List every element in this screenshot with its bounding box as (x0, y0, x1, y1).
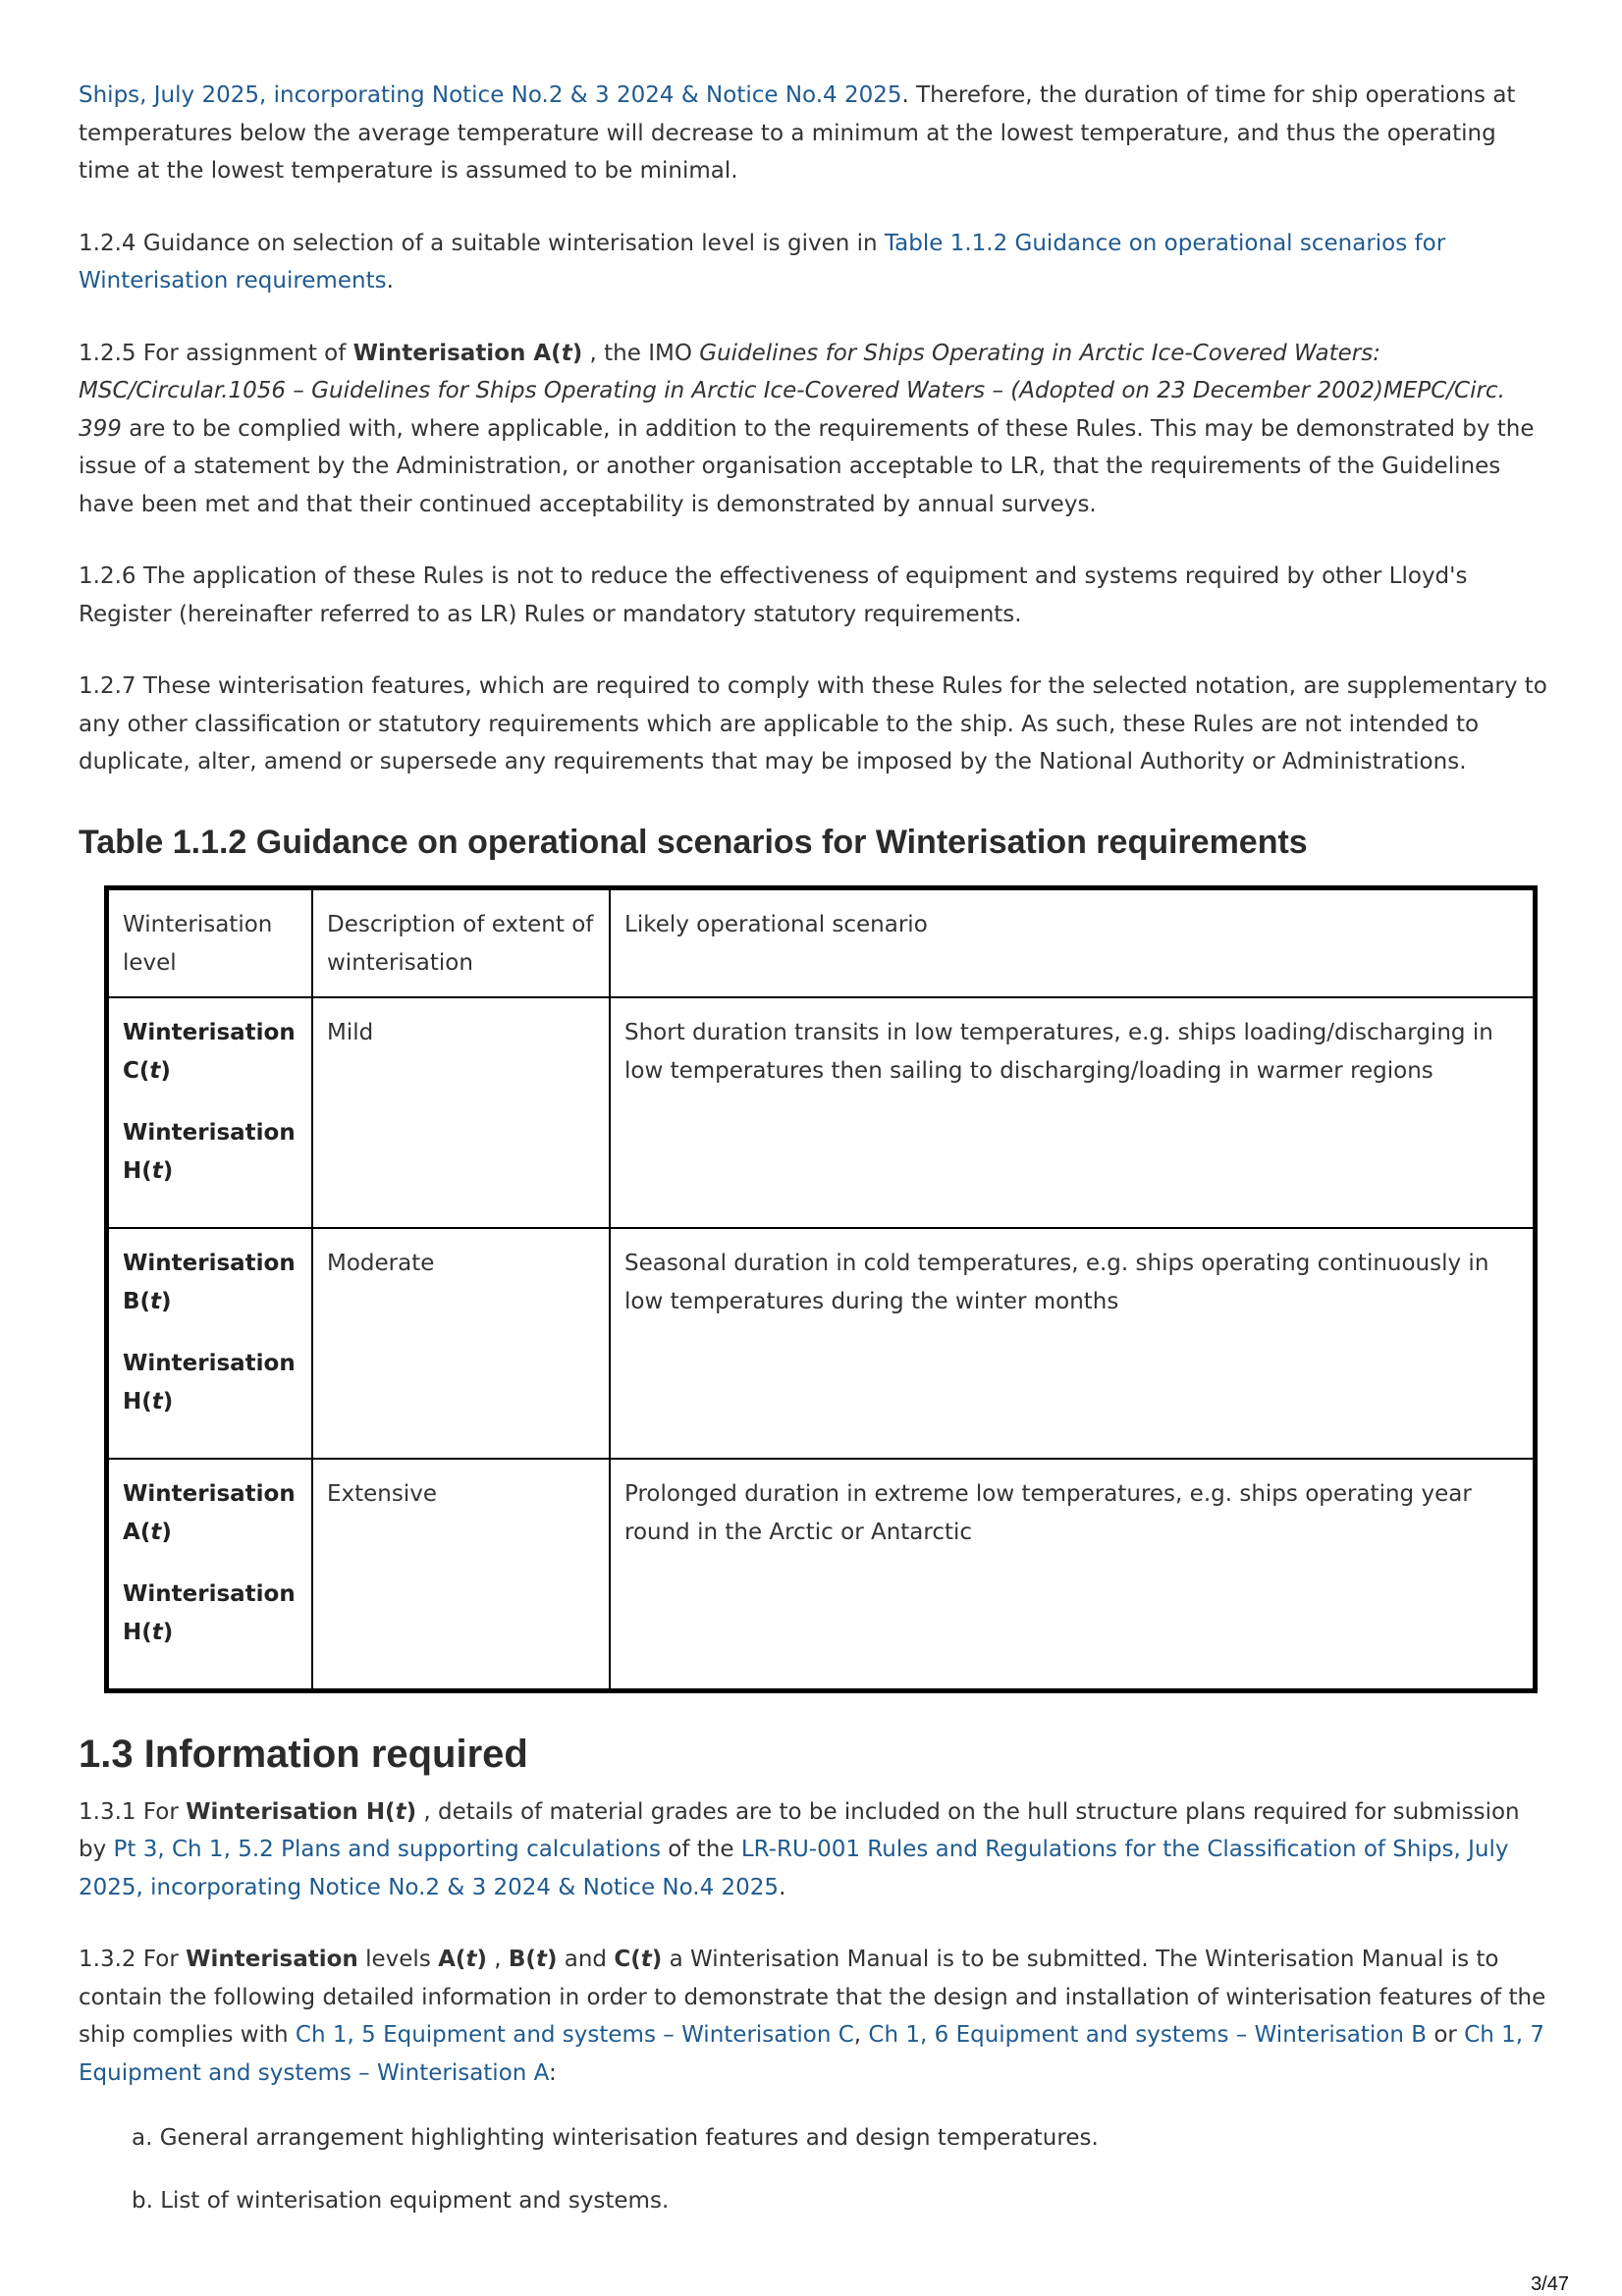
list-item: a. General arrangement highlighting winterisation features and design temperatures. (132, 2125, 1099, 2151)
level-label: Winterisation H(t) (123, 1580, 296, 1645)
paragraph-1-2-4: 1.2.4 Guidance on selection of a suitable winterisation level is given in Table 1.1.2 Guidance on operational scenarios for Winterisation requirements. (79, 230, 1446, 294)
paragraph-1-3-2: 1.3.2 For Winterisation levels A(t) , B(t) and C(t) a Winterisation Manual is to be submitted. The Winterisation Manual is to contain the following detailed information in order to demonstrate that the design and installation of winterisation features of the ship complies with Ch 1, 5 Equipment and systems – Winterisation C, Ch 1, 6 Equipment and systems – Winterisation B or Ch 1, 7 Equipment and systems – Winterisation A: (79, 1947, 1546, 2086)
winterisation-a-link[interactable]: Ch 1, 7 Equipment and systems – Winterisation A (79, 2022, 1545, 2086)
paragraph-1-3-1: 1.3.1 For Winterisation H(t) , details of material grades are to be included on the hull structure plans required for submission by Pt 3, Ch 1, 5.2 Plans and supporting calculations of the LR-RU-001 Rules and Regulations for the Classification of Ships, July 2025, incorporating Notice No.2 & 3 2024 & Notice No.4 2025. (79, 1798, 1520, 1900)
header-level: Winterisation level (107, 887, 313, 997)
section-heading: 1.3 Information required (79, 1732, 528, 1776)
winterisation-a-notation: Winterisation A(t) (352, 340, 583, 366)
table-title: Table 1.1.2 Guidance on operational scenarios for Winterisation requirements (79, 823, 1308, 861)
header-extent: Description of extent of winterisation (312, 887, 610, 997)
scenario-cell: Short duration transits in low temperatures, e.g. ships loading/discharging in low temperatures then sailing to discharging/loading in warmer regions (610, 997, 1536, 1228)
extent-cell: Extensive (312, 1459, 610, 1691)
level-label: Winterisation H(t) (123, 1119, 296, 1184)
winterisation-h-notation: Winterisation H(t) (186, 1798, 417, 1825)
table-header-row (107, 887, 1536, 997)
table-row (107, 997, 1536, 1228)
header-scenario: Likely operational scenario (610, 887, 1536, 997)
paragraph-1-2-6: 1.2.6 The application of these Rules is not to reduce the effectiveness of equipment and systems required by other Lloyd's Register (hereinafter referred to as LR) Rules or mandatory statutory requirements. (79, 563, 1468, 627)
scenario-cell: Seasonal duration in cold temperatures, e.g. ships operating continuously in low temperatures during the winter months (610, 1228, 1536, 1459)
imo-guidelines-title: Guidelines for Ships Operating in Arctic Ice-Covered Waters: MSC/Circular.1056 – Guidelines for Ships Operating in Arctic Ice-Covered Waters – (Adopted on 23 December 2002)MEPC/Circ. 399 (79, 340, 1505, 442)
intro-paragraph: Ships, July 2025, incorporating Notice No.2 & 3 2024 & Notice No.4 2025. Therefore, the duration of time for ship operations at temperatures below the average temperature will decrease to a minimum at the lowest temperature, and thus the operating time at the lowest temperature is assumed to be minimal. (79, 82, 1516, 184)
level-label: Winterisation C(t) (123, 1019, 296, 1084)
winterisation-guidance-table (104, 885, 1538, 1693)
rules-link[interactable]: Ships, July 2025, incorporating Notice No.2 & 3 2024 & Notice No.4 2025 (79, 82, 902, 108)
level-cell (107, 1228, 313, 1459)
list-item: b. List of winterisation equipment and systems. (132, 2188, 670, 2214)
table-row (107, 1228, 1536, 1459)
paragraph-1-2-5: 1.2.5 For assignment of Winterisation A(t) , the IMO Guidelines for Ships Operating in Arctic Ice-Covered Waters: MSC/Circular.1056 – Guidelines for Ships Operating in Arctic Ice-Covered Waters – (Adopted on 23 December 2002)MEPC/Circ. 399 are to be complied with, where applicable, in addition to the requirements of these Rules. This may be demonstrated by the issue of a statement by the Administration, or another organisation acceptable to LR, that the requirements of the Guidelines have been met and that their continued acceptability is demonstrated by annual surveys. (79, 340, 1535, 517)
winterisation-c-link[interactable]: Ch 1, 5 Equipment and systems – Winterisation C (295, 2022, 854, 2048)
winterisation-b-link[interactable]: Ch 1, 6 Equipment and systems – Winterisation B (868, 2022, 1428, 2048)
scenario-cell: Prolonged duration in extreme low temperatures, e.g. ships operating year round in the Arctic or Antarctic (610, 1459, 1536, 1691)
level-label: Winterisation H(t) (123, 1350, 296, 1415)
page-number: 3/47 (1531, 2273, 1569, 2295)
level-label: Winterisation A(t) (123, 1480, 296, 1545)
paragraph-1-2-7: 1.2.7 These winterisation features, which are required to comply with these Rules for the selected notation, are supplementary to any other classification or statutory requirements which are applicable to the ship. As such, these Rules are not intended to duplicate, alter, amend or supersede any requirements that may be imposed by the National Authority or Administrations. (79, 673, 1547, 774)
table-1-1-2-link[interactable]: Table 1.1.2 Guidance on operational scenarios for Winterisation requirements (79, 230, 1446, 294)
manual-contents-list (79, 2119, 1551, 2219)
extent-cell: Moderate (312, 1228, 610, 1459)
level-cell (107, 1459, 313, 1691)
plans-calculations-link[interactable]: Pt 3, Ch 1, 5.2 Plans and supporting calculations (113, 1837, 661, 1862)
document-page (79, 77, 1551, 2245)
level-cell (107, 997, 313, 1228)
extent-cell: Mild (312, 997, 610, 1228)
table-row (107, 1459, 1536, 1691)
level-label: Winterisation B(t) (123, 1250, 296, 1314)
classification-rules-link[interactable]: LR-RU-001 Rules and Regulations for the Classification of Ships, July 2025, incorporating Notice No.2 & 3 2024 & Notice No.4 2025 (79, 1837, 1509, 1900)
